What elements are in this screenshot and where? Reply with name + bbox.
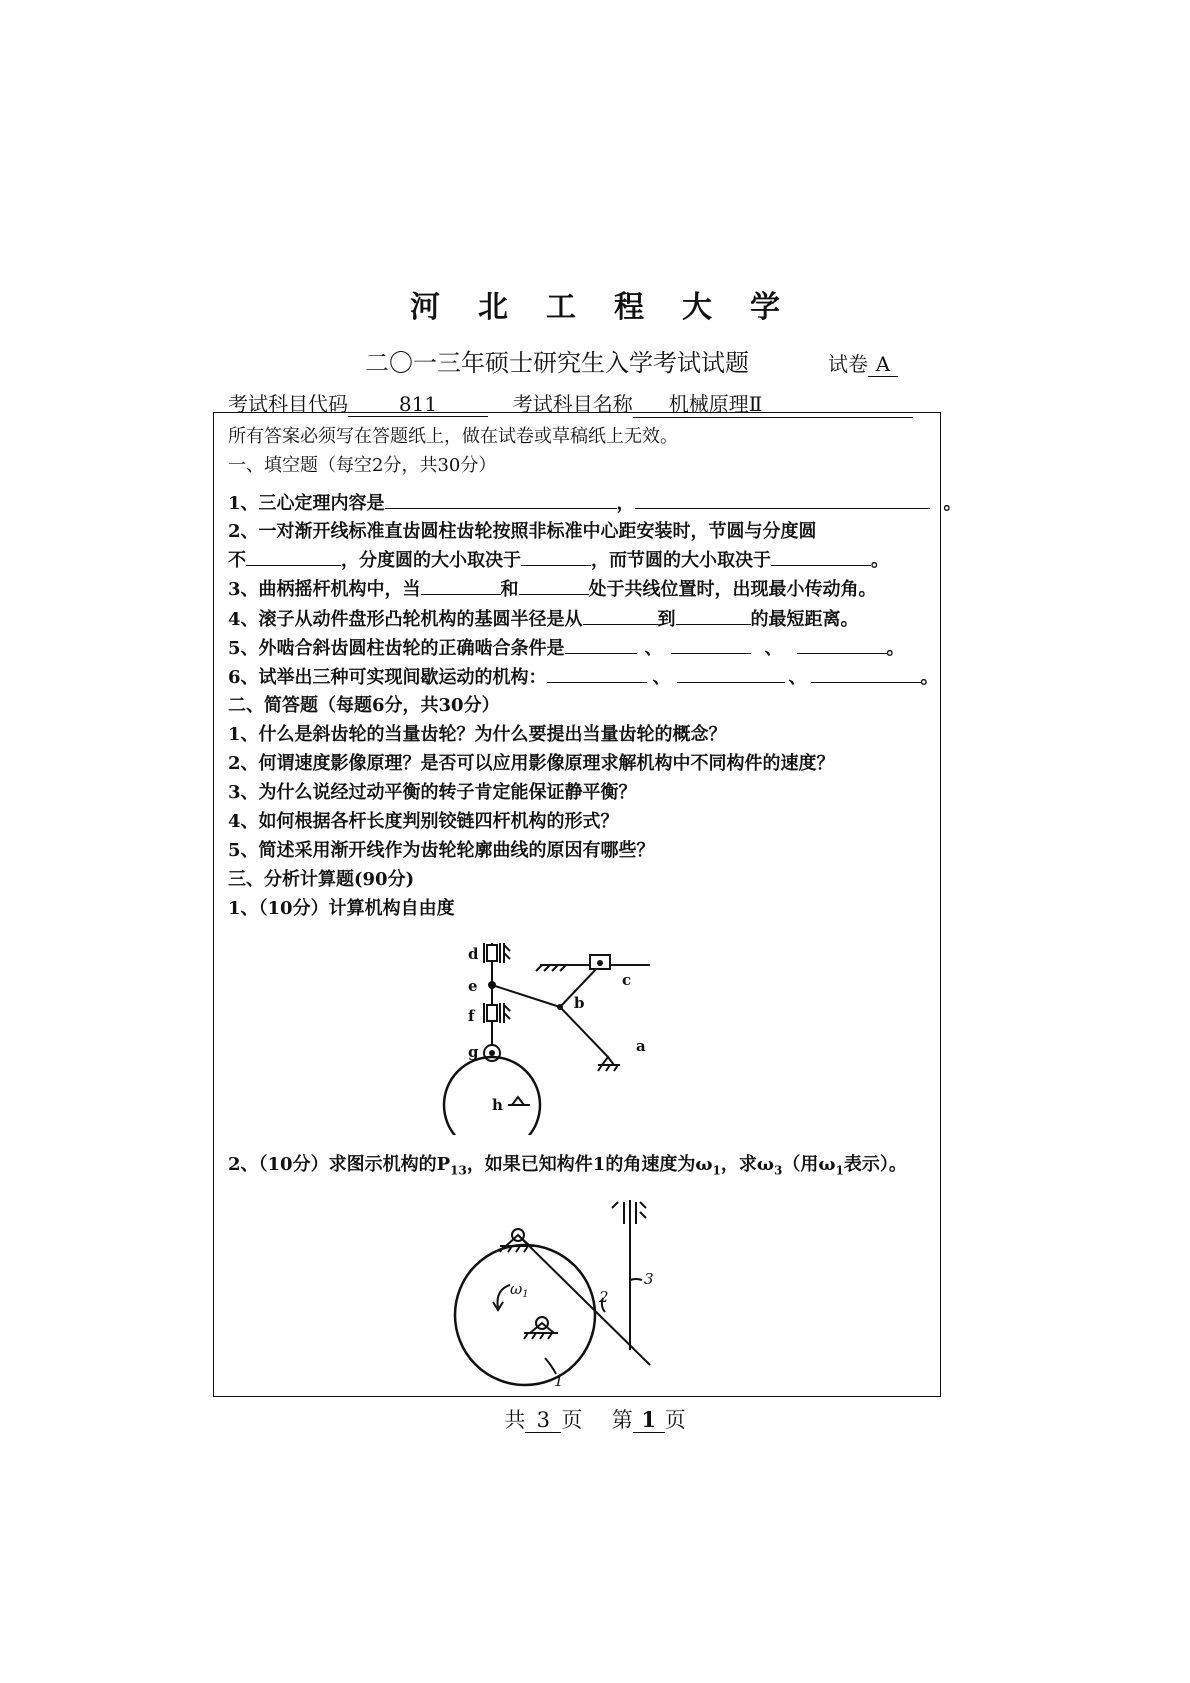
- footer-page-word-1: 页: [561, 1408, 583, 1432]
- footer-page-word-2: 页: [664, 1408, 686, 1432]
- label-d: d: [468, 945, 479, 963]
- fill-q2-line2: [228, 546, 889, 572]
- label-a: a: [636, 1037, 646, 1055]
- short-q2: 2、何谓速度影像原理？是否可以应用影像原理求解机构中不同构件的速度？: [228, 753, 835, 774]
- fill-q1-end: 。: [943, 493, 962, 514]
- label-omega: [510, 1280, 529, 1300]
- fill-q3-text-b: 和: [500, 579, 519, 600]
- fill-q2-text-c: ，而节圆的大小取决于: [591, 550, 771, 571]
- fill-q4: [228, 605, 859, 631]
- fill-q6-sep2: 、: [788, 667, 807, 688]
- answer-blank[interactable]: [811, 681, 921, 683]
- calc-q1: 1、（10分）计算机构自由度: [228, 898, 455, 919]
- section1-heading: 一、填空题（每空2分，共30分）: [228, 455, 497, 476]
- fill-q3-text-a: 3、曲柄摇杆机构中，当: [228, 579, 421, 600]
- short-q1: 1、什么是斜齿轮的当量齿轮？为什么要提出当量齿轮的概念？: [228, 724, 727, 745]
- fill-q2-line1: 2、一对渐开线标准直齿圆柱齿轮按照非标准中心距安装时，节圆与分度圆: [228, 521, 817, 542]
- fill-q5-sep2: 、: [764, 638, 783, 659]
- footer-total-pages: 3: [525, 1408, 561, 1433]
- label-c: c: [622, 971, 632, 989]
- label-g: g: [468, 1043, 479, 1061]
- mechanism-figure-1: [440, 935, 680, 1135]
- short-q5: 5、简述采用渐开线作为齿轮轮廓曲线的原因有哪些？: [228, 840, 655, 861]
- fill-q5-sep1: 、: [644, 638, 663, 659]
- fill-q3-text-c: 处于共线位置时，出现最小传动角。: [588, 579, 877, 600]
- subject-code-value: 811: [348, 392, 488, 417]
- footer-current-prefix: 第: [611, 1408, 633, 1432]
- label-f: f: [468, 1007, 475, 1025]
- calc-q2-b: ，如果已知构件1的角速度为ω: [466, 1154, 713, 1175]
- fill-q3: [228, 575, 877, 601]
- calc-q2-e: 表示）。: [843, 1154, 907, 1175]
- short-q3: 3、为什么说经过动平衡的转子肯定能保证静平衡？: [228, 782, 637, 803]
- paper-label-text: 试卷: [828, 352, 868, 376]
- answer-blank[interactable]: [246, 564, 341, 566]
- answer-blank[interactable]: [583, 623, 658, 625]
- calc-q2-d: （用ω: [782, 1154, 836, 1175]
- answer-blank[interactable]: [385, 507, 617, 509]
- answer-blank[interactable]: [421, 593, 501, 595]
- answer-blank[interactable]: [771, 564, 871, 566]
- answer-blank[interactable]: [797, 652, 887, 654]
- label-link-3: 3: [644, 1270, 654, 1288]
- calc-q2-sub13: 13: [450, 1163, 467, 1178]
- fill-q5-end: 。: [886, 638, 905, 659]
- answer-blank[interactable]: [671, 652, 751, 654]
- label-link-2: 2: [599, 1288, 609, 1306]
- answer-blank[interactable]: [519, 593, 589, 595]
- fill-q6: [228, 663, 939, 689]
- answer-blank[interactable]: [565, 652, 637, 654]
- fill-q1: [228, 489, 962, 515]
- fill-q6-sep1: 、: [652, 667, 671, 688]
- label-e: e: [468, 977, 478, 995]
- exam-title: 二〇一三年硕士研究生入学考试试题: [365, 349, 749, 377]
- fill-q4-text-a: 4、滚子从动件盘形凸轮机构的基圆半径是从: [228, 609, 583, 630]
- answer-blank[interactable]: [521, 564, 591, 566]
- fill-q4-text-b: 到: [657, 609, 676, 630]
- label-h: h: [492, 1096, 503, 1114]
- answer-blank[interactable]: [547, 681, 647, 683]
- subject-name-label: 考试科目名称: [512, 392, 633, 416]
- calc-q2: [228, 1150, 907, 1178]
- fill-q2-text-d: 。: [871, 550, 889, 571]
- fill-q5: [228, 634, 905, 660]
- paper-code: A: [868, 352, 898, 377]
- section3-heading: 三、分析计算题(90分): [228, 869, 415, 890]
- label-omega-symbol: ω: [510, 1280, 523, 1298]
- mechanism-figure-2: [440, 1190, 680, 1390]
- fill-q4-text-c: 的最短距离。: [750, 609, 859, 630]
- fill-q2-text-b: ，分度圆的大小取决于: [341, 550, 521, 571]
- answer-blank[interactable]: [677, 681, 785, 683]
- fill-q2-text-a: 不: [228, 550, 246, 571]
- calc-q2-c: ，求ω: [720, 1154, 774, 1175]
- short-q4: 4、如何根据各杆长度判别铰链四杆机构的形式？: [228, 811, 619, 832]
- fill-q6-text-a: 6、试举出三种可实现间歇运动的机构：: [228, 667, 547, 688]
- calc-q2-sub3: 3: [773, 1163, 783, 1178]
- calc-q2-a: 2、（10分）求图示机构的P: [228, 1154, 451, 1175]
- footer-current-page: 1: [633, 1407, 665, 1433]
- fill-q1-text: 1、三心定理内容是: [228, 493, 385, 514]
- calc-q2-sub1b: 1: [835, 1163, 844, 1178]
- page-footer: [0, 1404, 1190, 1434]
- fill-q5-text-a: 5、外啮合斜齿圆柱齿轮的正确啮合条件是: [228, 638, 565, 659]
- label-b: b: [574, 994, 585, 1012]
- fill-q6-end: 。: [920, 667, 939, 688]
- paper-label: [828, 348, 898, 377]
- label-omega-sub: 1: [522, 1289, 529, 1300]
- answer-blank[interactable]: [676, 623, 751, 625]
- fill-q1-comma: ，: [616, 493, 635, 514]
- calc-q2-sub1: 1: [712, 1163, 721, 1178]
- university-name: 河北工程大学: [410, 290, 818, 325]
- label-link-1: 1: [554, 1372, 564, 1390]
- section2-heading: 二、简答题（每题6分，共30分）: [228, 695, 500, 716]
- notice: 所有答案必须写在答题纸上，做在试卷或草稿纸上无效。: [228, 426, 678, 447]
- subject-code-label: 考试科目代码: [228, 392, 348, 416]
- subject-name-value: 机械原理Ⅱ: [633, 388, 913, 418]
- answer-blank[interactable]: [635, 507, 930, 509]
- footer-total-prefix: 共: [504, 1408, 526, 1432]
